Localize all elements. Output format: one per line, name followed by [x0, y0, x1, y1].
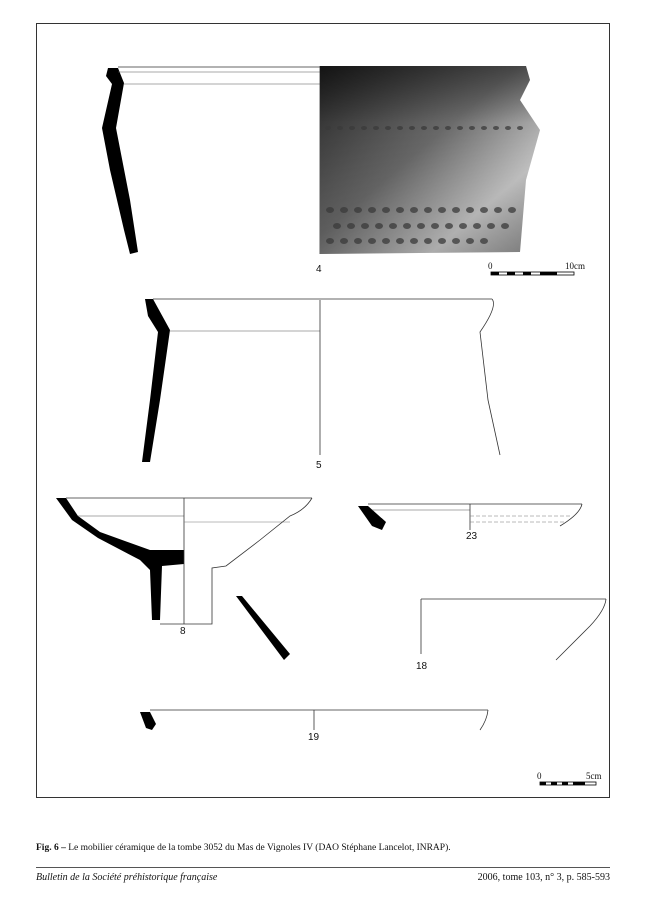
scale-bar-top	[491, 272, 574, 275]
scale-top-end-label: 10cm	[565, 261, 585, 271]
journal-citation: 2006, tome 103, n° 3, p. 585-593	[477, 872, 610, 883]
footer-rule	[36, 867, 610, 868]
vessel-18	[421, 599, 606, 660]
vessel-19	[140, 710, 488, 730]
specimen-number-5: 5	[316, 460, 322, 471]
scale-bottom-end-label: 5cm	[586, 771, 602, 781]
scale-top-start-label: 0	[488, 261, 493, 271]
vessel-23	[358, 504, 582, 530]
caption-label: Fig. 6 –	[36, 843, 66, 853]
specimen-number-8: 8	[180, 626, 186, 637]
vessel-4	[102, 66, 540, 254]
specimen-number-4: 4	[316, 264, 322, 275]
figure-caption	[36, 843, 616, 853]
specimen-number-23: 23	[466, 531, 478, 542]
vessel-5	[142, 299, 500, 462]
caption-text: Le mobilier céramique de la tombe 3052 du Mas de Vignoles IV (DAO Stéphane Lancelot, INRAP).	[65, 843, 451, 853]
scale-bottom-start-label: 0	[537, 771, 542, 781]
specimen-number-18: 18	[416, 661, 428, 672]
journal-name: Bulletin de la Société préhistorique française	[36, 872, 218, 883]
specimen-number-19: 19	[308, 732, 320, 743]
scale-bar-bottom	[540, 782, 596, 785]
vessel-fragment	[236, 596, 290, 660]
vessel-8	[56, 498, 312, 624]
